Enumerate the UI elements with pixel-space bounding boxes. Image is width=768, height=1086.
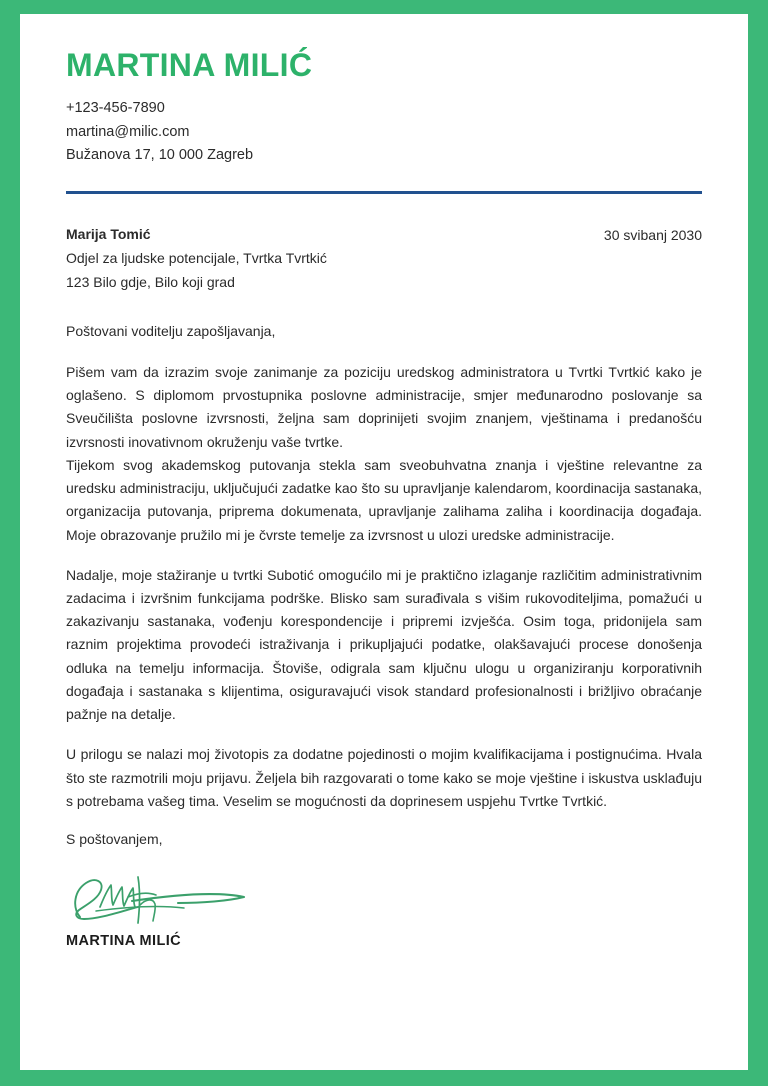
recipient-department: Odjel za ljudske potencijale, Tvrtka Tvrtkić: [66, 249, 327, 266]
recipient-row: [66, 222, 702, 294]
signer-name: MARTINA MILIĆ: [66, 933, 182, 950]
contact-list: [66, 97, 702, 167]
letter-date: 30 svibanj 2030: [603, 226, 702, 243]
letter-sheet: [20, 14, 748, 1070]
contact-email[interactable]: martina@milic.com: [66, 123, 190, 140]
body-paragraph: U prilogu se nalazi moj životopis za dodatne pojedinosti o mojim kvalifikacijama i postignućima. Hvala što ste razmotrili moju prijavu. Željela bih razgovarati o tome kako se moje vještine i iskustva usklađuju s potrebama vašeg tima. Veselim se mogućnosti da doprinesem uspjehu Tvrtke Tvrtkić.: [66, 746, 702, 809]
recipient-block: [66, 222, 327, 294]
contact-address: Bužanova 17, 10 000 Zagreb: [66, 147, 254, 164]
closing-line: S poštovanjem,: [66, 831, 163, 848]
letter-body: [66, 361, 702, 813]
letterhead: [66, 48, 702, 168]
handwritten-signature-icon: [66, 865, 296, 927]
salutation: Poštovani voditelju zapošljavanja,: [66, 322, 276, 339]
contact-phone[interactable]: +123-456-7890: [66, 100, 165, 117]
body-paragraph: Pišem vam da izrazim svoje zanimanje za poziciju uredskog administratora u Tvrtki Tvrtkić kako je oglašeno. S diplomom prvostupnika poslovne administracije, smjer međunarodno poslovanje sa Sveučilišta poslovne izvrsnosti, željna sam doprinijeti svojim znanjem, vještinama i predanošću izvrsnosti inovativnom okruženju vaše tvrtke.: [66, 363, 702, 450]
body-paragraph: Tijekom svog akademskog putovanja stekla sam sveobuhvatna znanja i vještine relevantne za uredsku administraciju, uključujući zadatke kao što su upravljanje kalendarom, koordinacija sastanaka, organizacija putovanja, priprema dokumenata, upravljanje zalihama zaliha i koordinacija događaja. Moje obrazovanje pružilo mi je čvrste temelje za izvrsnost u ulozi uredske administracije.: [66, 456, 702, 543]
body-paragraph: Nadalje, moje stažiranje u tvrtki Subotić omogućilo mi je praktično izlaganje različitim administrativnim zadacima i izvršnim funkcijama podrške. Blisko sam surađivala s višim rukovoditeljima, pomažući u zakazivanju sastanaka, vođenju korespondencije i pripremi izvješća. Osim toga, pridonijela sam raznim projektima provodeći istraživanja i prikupljajući podatke, olakšavajući procese donošenja odluka na temelju informacija. Štoviše, odigrala sam ključnu ulogu u organiziranju korporativnih događaja i sastanaka s klijentima, osiguravajući visok standard profesionalnosti i brižljivo obraćanje pažnje na detalje.: [66, 566, 702, 723]
recipient-name: Marija Tomić: [66, 225, 151, 242]
page-title: MARTINA MILIĆ: [66, 47, 313, 83]
signature-area: [66, 865, 702, 949]
recipient-address: 123 Bilo gdje, Bilo koji grad: [66, 273, 235, 290]
header-divider: [66, 191, 702, 194]
